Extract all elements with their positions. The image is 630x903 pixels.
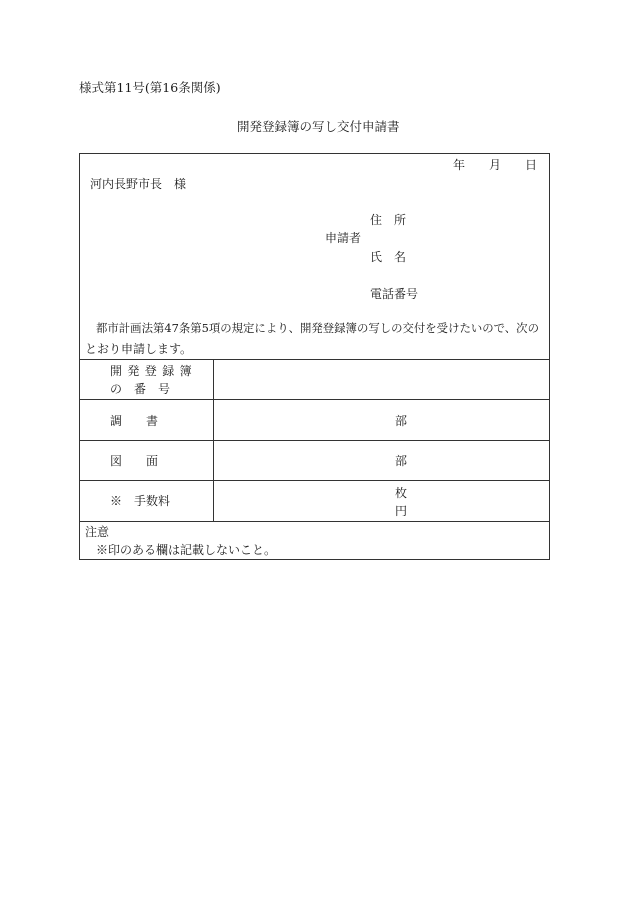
date-day-label: 日: [525, 158, 538, 172]
survey-label: 調 書: [110, 414, 159, 428]
table-bottom-line: [80, 521, 549, 522]
table-top-line: [80, 359, 549, 360]
table-row-divider: [80, 440, 549, 441]
drawings-label: 図 面: [110, 454, 159, 468]
address-label: 住 所: [370, 213, 407, 227]
registry-number-label-bottom: の 番 号: [110, 382, 171, 396]
fee-unit-yen: 円: [395, 504, 408, 518]
table-row-divider: [80, 480, 549, 481]
registry-number-field[interactable]: [215, 361, 547, 398]
table-column-divider: [213, 359, 214, 521]
date-year-label: 年: [453, 158, 466, 172]
survey-copies-field[interactable]: [215, 401, 390, 439]
phone-label: 電話番号: [370, 287, 419, 301]
drawings-copies-field[interactable]: [215, 442, 390, 479]
notes-heading: 注意: [85, 525, 110, 539]
applicant-label: 申請者: [325, 231, 362, 245]
form-number: 様式第11号(第16条関係): [79, 80, 221, 95]
body-text-line1: 都市計画法第47条第5項の規定により、開発登録簿の写しの交付を受けたいので、次の: [96, 321, 539, 335]
fee-label: ※ 手数料: [110, 494, 171, 508]
fee-unit-sheets: 枚: [395, 486, 408, 500]
application-form-box: [79, 153, 550, 560]
form-title: 開発登録簿の写し交付申請書: [237, 119, 400, 134]
name-label: 氏 名: [370, 250, 407, 264]
addressee: 河内長野市長 様: [90, 177, 187, 191]
registry-number-label-top: 開発登録簿: [110, 364, 198, 378]
body-text-line2: とおり申請します。: [85, 342, 193, 356]
table-row-divider: [80, 399, 549, 400]
drawings-unit: 部: [395, 454, 408, 468]
date-month-label: 月: [489, 158, 502, 172]
notes-item: ※印のある欄は記載しないこと。: [96, 543, 277, 557]
survey-unit: 部: [395, 414, 408, 428]
